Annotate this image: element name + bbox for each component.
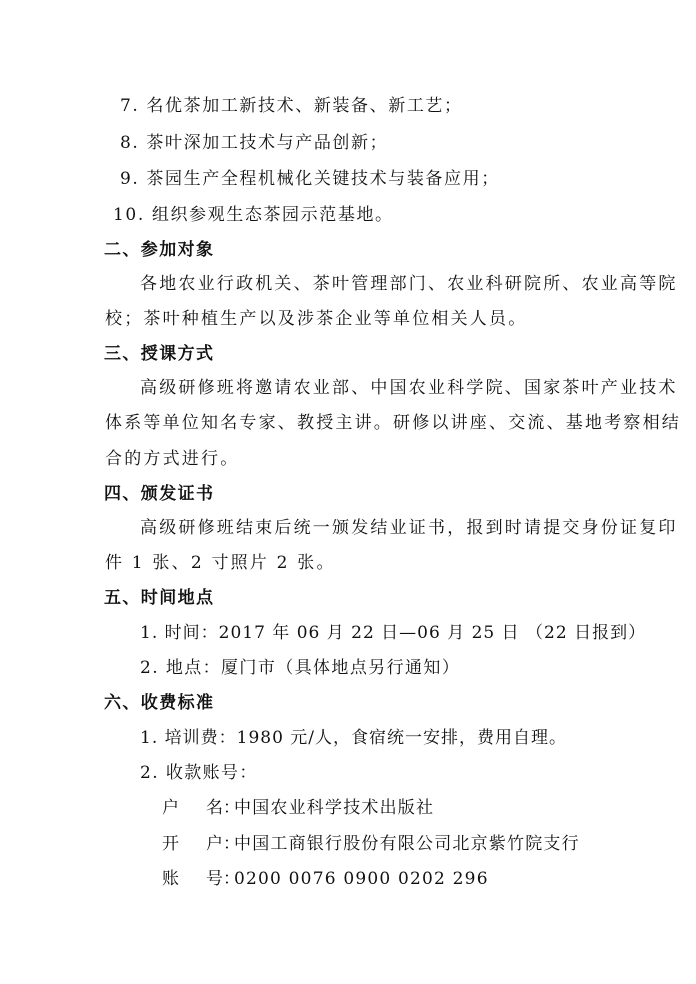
content-item-10: 10. 组织参观生态茶园示范基地。 xyxy=(113,205,394,225)
certificate-line-1: 高级研修班结束后统一颁发结业证书，报到时请提交身份证复印 xyxy=(140,518,678,538)
section-heading-time-place: 五、时间地点 xyxy=(104,588,215,608)
account-item: 2. 收款账号： xyxy=(140,763,258,783)
account-bank-value: 中国工商银行股份有限公司北京紫竹院支行 xyxy=(234,834,580,854)
certificate-line-2: 件 1 张、2 寸照片 2 张。 xyxy=(105,553,336,573)
account-number-label: 账 号： xyxy=(162,869,240,889)
section-heading-teaching-method: 三、授课方式 xyxy=(104,344,215,364)
teaching-method-line-1: 高级研修班将邀请农业部、中国农业科学院、国家茶叶产业技术 xyxy=(140,378,678,398)
place-item: 2. 地点：厦门市（具体地点另行通知） xyxy=(140,658,461,678)
section-heading-fees: 六、收费标准 xyxy=(104,693,215,713)
teaching-method-line-3: 合的方式进行。 xyxy=(105,449,240,469)
participants-line-1: 各地农业行政机关、茶叶管理部门、农业科研院所、农业高等院 xyxy=(140,274,678,294)
section-heading-participants: 二、参加对象 xyxy=(104,240,215,260)
time-item: 1. 时间：2017 年 06 月 22 日—06 月 25 日 （22 日报到） xyxy=(140,623,647,643)
account-bank-label: 开 户： xyxy=(162,834,240,854)
account-name-row xyxy=(162,798,434,818)
account-bank-row xyxy=(162,834,580,854)
teaching-method-line-2: 体系等单位知名专家、教授主讲。研修以讲座、交流、基地考察相结 xyxy=(105,413,681,433)
account-number-value: 0200 0076 0900 0202 296 xyxy=(234,869,489,889)
content-item-9: 9. 茶园生产全程机械化关键技术与装备应用； xyxy=(120,169,500,189)
account-name-value: 中国农业科学技术出版社 xyxy=(234,798,435,818)
account-number-row xyxy=(162,869,489,889)
content-item-8: 8. 茶叶深加工技术与产品创新； xyxy=(120,133,389,153)
content-item-7: 7. 名优茶加工新技术、新装备、新工艺； xyxy=(120,96,463,116)
account-name-label: 户 名： xyxy=(162,798,240,818)
participants-line-2: 校；茶叶种植生产以及涉茶企业等单位相关人员。 xyxy=(105,309,528,329)
fee-item: 1. 培训费：1980 元/人，食宿统一安排，费用自理。 xyxy=(140,728,568,748)
section-heading-certificate: 四、颁发证书 xyxy=(104,484,215,504)
